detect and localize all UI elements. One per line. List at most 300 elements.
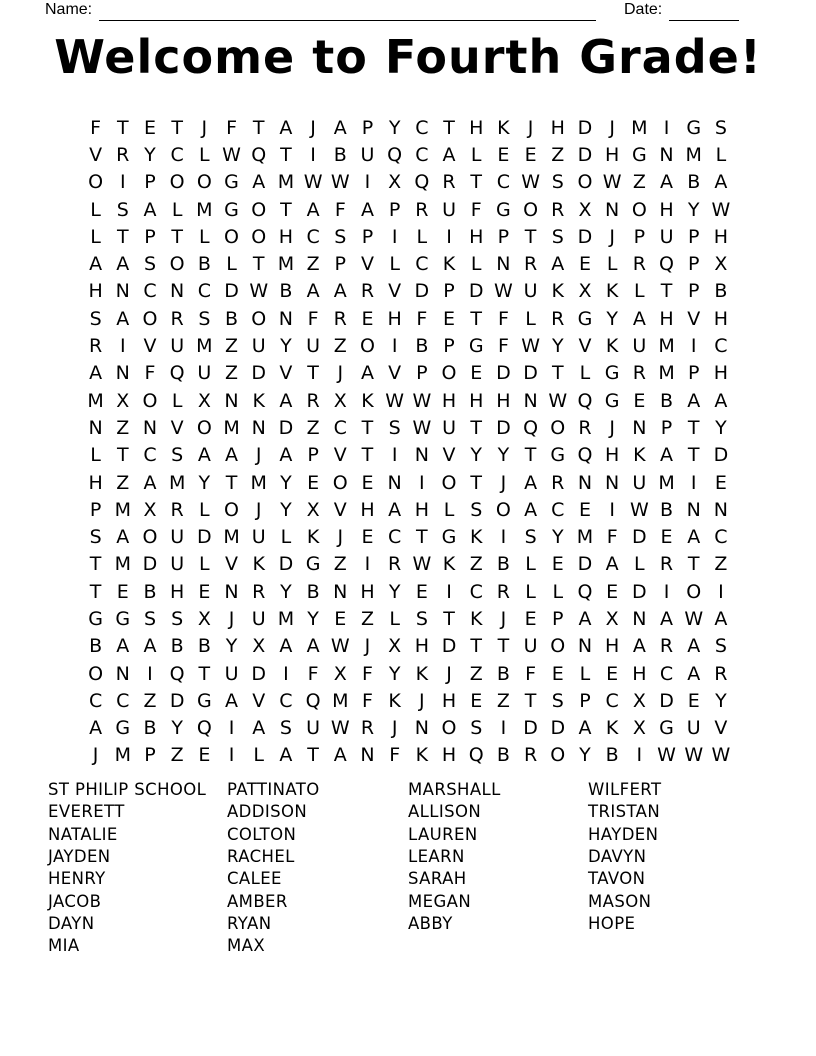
grid-letter: H (360, 580, 375, 603)
grid-letter: M (223, 416, 240, 439)
grid-letter: B (279, 280, 293, 303)
grid-letter: A (360, 362, 374, 385)
grid-letter: U (632, 335, 647, 358)
grid-letter: X (197, 607, 211, 630)
grid-letter: T (687, 416, 700, 439)
grid-letter: V (388, 362, 402, 385)
grid-letter: R (523, 253, 538, 276)
grid-letter: X (388, 171, 402, 194)
grid-letter: K (633, 444, 646, 467)
grid-letter: R (578, 416, 592, 439)
grid-letter: H (713, 225, 729, 248)
grid-letter: C (88, 689, 103, 712)
grid-letter: E (334, 607, 347, 630)
grid-letter: F (606, 526, 618, 549)
grid-letter: Z (496, 689, 510, 712)
grid-letter: J (446, 662, 452, 685)
grid-letter: E (524, 143, 537, 166)
grid-letter: Y (144, 143, 156, 166)
grid-letter: L (416, 225, 428, 248)
grid-letter: T (416, 526, 428, 549)
grid-letter: K (361, 389, 374, 412)
grid-letter: Y (579, 744, 591, 767)
grid-letter: N (387, 471, 402, 494)
grid-letter: A (89, 362, 103, 385)
grid-letter: T (307, 362, 319, 385)
grid-letter: U (306, 335, 321, 358)
grid-letter: M (196, 198, 213, 221)
grid-letter: R (88, 335, 103, 358)
word-list-item: MEGAN (408, 891, 472, 911)
grid-letter: Q (468, 744, 484, 767)
grid-letter: J (419, 689, 425, 712)
grid-letter: Y (551, 526, 564, 549)
grid-letter: H (441, 744, 457, 767)
grid-letter: J (500, 607, 507, 630)
word-list-item: DAVYN (588, 847, 647, 867)
grid-letter: W (602, 171, 622, 194)
grid-letter: T (443, 607, 455, 630)
grid-letter: T (470, 307, 483, 330)
grid-letter: A (252, 171, 266, 194)
grid-letter: Y (280, 498, 292, 521)
grid-letter: P (497, 225, 510, 248)
grid-letter: R (632, 362, 646, 385)
grid-letter: C (415, 143, 429, 166)
grid-letter: L (579, 362, 591, 385)
word-search-grid (82, 114, 735, 769)
grid-letter: T (171, 225, 183, 248)
grid-letter: R (632, 253, 646, 276)
grid-letter: C (605, 689, 619, 712)
grid-letter: C (496, 171, 511, 194)
grid-letter: S (524, 526, 537, 549)
grid-letter: U (442, 198, 456, 221)
grid-letter: A (524, 498, 538, 521)
grid-letter: C (714, 335, 728, 358)
grid-letter: U (170, 335, 185, 358)
grid-letter: T (198, 662, 211, 685)
grid-letter: Z (170, 744, 184, 767)
grid-letter: R (442, 171, 456, 194)
grid-letter: K (469, 526, 483, 549)
grid-letter: G (88, 607, 103, 630)
grid-letter: M (658, 335, 675, 358)
grid-letter: Q (523, 416, 539, 439)
grid-letter: V (252, 689, 266, 712)
grid-letter: U (686, 717, 701, 740)
name-blank-line (99, 4, 596, 21)
grid-letter: F (497, 335, 509, 358)
word-list-item: TRISTAN (588, 802, 661, 822)
grid-letter: R (306, 389, 320, 412)
grid-letter: I (228, 744, 235, 767)
grid-letter: H (550, 116, 565, 139)
grid-letter: W (657, 744, 676, 767)
grid-letter: Q (577, 389, 593, 412)
grid-letter: G (224, 198, 239, 221)
grid-letter: K (605, 280, 619, 303)
grid-letter: A (524, 471, 538, 494)
grid-letter: H (496, 389, 511, 412)
grid-letter: D (169, 689, 185, 712)
grid-letter: U (306, 717, 321, 740)
grid-letter: F (362, 689, 373, 712)
grid-letter: A (252, 717, 266, 740)
grid-letter: D (577, 116, 593, 139)
grid-letter: I (500, 717, 507, 740)
grid-letter: O (251, 198, 267, 221)
grid-letter: Q (169, 662, 185, 685)
grid-letter: X (197, 389, 211, 412)
grid-letter: H (441, 689, 457, 712)
grid-letter: X (333, 662, 347, 685)
grid-letter: Y (280, 335, 292, 358)
grid-letter: B (687, 171, 701, 194)
word-list-item: LEARN (408, 847, 465, 867)
grid-letter: L (470, 143, 482, 166)
grid-letter: B (714, 280, 728, 303)
grid-letter: A (333, 744, 347, 767)
grid-letter: Y (687, 198, 700, 221)
grid-letter: Q (577, 444, 593, 467)
grid-letter: F (307, 662, 319, 685)
grid-letter: M (114, 498, 131, 521)
grid-letter: S (714, 635, 727, 658)
grid-letter: U (170, 553, 185, 576)
grid-letter: K (605, 335, 619, 358)
grid-letter: Z (360, 607, 374, 630)
grid-letter: T (470, 416, 483, 439)
grid-letter: E (660, 526, 673, 549)
grid-letter: X (143, 498, 157, 521)
grid-letter: D (632, 526, 647, 549)
grid-letter: U (632, 471, 647, 494)
grid-letter: S (470, 717, 483, 740)
grid-letter: E (687, 689, 700, 712)
grid-letter: Y (388, 116, 401, 139)
grid-letter: B (143, 717, 157, 740)
grid-letter: W (684, 744, 704, 767)
grid-letter: V (360, 253, 374, 276)
grid-letter: H (659, 307, 674, 330)
grid-letter: L (226, 253, 237, 276)
grid-letter: X (578, 280, 592, 303)
grid-letter: O (169, 171, 185, 194)
grid-letter: S (714, 116, 727, 139)
grid-letter: N (605, 198, 620, 221)
grid-letter: I (446, 580, 452, 603)
grid-letter: P (334, 253, 347, 276)
grid-letter: B (496, 662, 510, 685)
grid-letter: O (142, 526, 158, 549)
grid-letter: I (690, 471, 697, 494)
grid-letter: S (415, 607, 428, 630)
grid-letter: F (470, 198, 482, 221)
grid-letter: R (415, 198, 429, 221)
grid-letter: S (89, 526, 102, 549)
grid-letter: M (277, 253, 295, 276)
grid-letter: R (551, 198, 565, 221)
grid-letter: T (89, 553, 102, 576)
grid-letter: C (197, 280, 211, 303)
grid-letter: Y (307, 607, 319, 630)
grid-letter: X (632, 717, 646, 740)
grid-letter: A (116, 526, 130, 549)
grid-letter: W (684, 607, 704, 630)
grid-letter: P (443, 335, 455, 358)
grid-letter: A (687, 389, 701, 412)
grid-letter: B (306, 580, 320, 603)
grid-letter: P (144, 225, 156, 248)
grid-letter: F (144, 362, 156, 385)
grid-letter: I (718, 580, 724, 603)
grid-letter: O (196, 171, 212, 194)
grid-letter: A (143, 198, 157, 221)
grid-letter: Z (306, 416, 320, 439)
grid-letter: I (391, 335, 398, 358)
grid-letter: E (606, 662, 619, 685)
grid-letter: X (632, 689, 646, 712)
grid-letter: Z (116, 471, 130, 494)
grid-letter: V (333, 498, 347, 521)
grid-letter: A (279, 444, 293, 467)
grid-letter: G (305, 553, 321, 576)
grid-letter: I (419, 471, 425, 494)
grid-letter: A (687, 526, 701, 549)
grid-letter: D (523, 717, 538, 740)
grid-letter: S (470, 498, 483, 521)
grid-letter: F (307, 307, 319, 330)
grid-letter: V (279, 362, 293, 385)
grid-letter: Q (659, 253, 675, 276)
grid-letter: A (687, 635, 701, 658)
grid-letter: Y (198, 471, 211, 494)
grid-letter: Y (225, 635, 238, 658)
grid-letter: V (225, 553, 239, 576)
grid-letter: T (89, 580, 102, 603)
grid-letter: N (142, 416, 158, 439)
name-label: Name: (45, 1, 93, 18)
grid-letter: K (415, 744, 429, 767)
grid-letter: P (144, 171, 156, 194)
grid-letter: F (389, 744, 401, 767)
grid-letter: N (577, 471, 593, 494)
grid-letter: A (714, 607, 728, 630)
grid-letter: V (170, 416, 184, 439)
grid-letter: E (198, 580, 211, 603)
grid-letter: H (414, 635, 429, 658)
word-list-item: HAYDEN (588, 824, 659, 844)
grid-letter: W (249, 280, 269, 303)
grid-letter: B (197, 635, 211, 658)
grid-letter: C (306, 225, 320, 248)
grid-letter: V (89, 143, 103, 166)
grid-letter: K (252, 389, 265, 412)
grid-letter: N (360, 744, 375, 767)
grid-letter: D (523, 362, 538, 385)
word-list-item: MASON (588, 891, 652, 911)
word-list-item: RYAN (227, 914, 272, 934)
grid-letter: S (334, 225, 347, 248)
grid-letter: L (253, 744, 265, 767)
grid-letter: D (632, 580, 647, 603)
grid-letter: H (278, 225, 294, 248)
grid-letter: T (361, 444, 374, 467)
grid-letter: C (415, 253, 429, 276)
grid-letter: P (579, 689, 591, 712)
grid-letter: N (115, 362, 130, 385)
grid-letter: J (609, 116, 615, 139)
grid-letter: I (283, 662, 289, 685)
grid-letter: L (389, 607, 400, 630)
grid-letter: O (441, 362, 457, 385)
grid-letter: R (659, 553, 674, 576)
grid-letter: N (333, 580, 348, 603)
grid-letter: G (604, 362, 620, 385)
grid-letter: L (525, 580, 536, 603)
grid-letter: M (277, 607, 295, 630)
grid-letter: C (714, 526, 728, 549)
grid-letter: B (496, 553, 510, 576)
grid-letter: N (115, 662, 130, 685)
grid-letter: A (714, 171, 728, 194)
grid-letter: J (500, 471, 507, 494)
grid-letter: U (659, 225, 674, 248)
grid-letter: O (224, 225, 240, 248)
grid-letter: M (277, 171, 295, 194)
grid-letter: D (278, 553, 294, 576)
grid-letter: Q (251, 143, 267, 166)
grid-letter: X (333, 389, 347, 412)
grid-letter: K (442, 553, 456, 576)
grid-letter: R (333, 307, 347, 330)
grid-letter: N (278, 307, 294, 330)
grid-letter: E (307, 471, 320, 494)
page-title: Welcome to Fourth Grade! (54, 30, 762, 84)
grid-letter: D (577, 143, 593, 166)
grid-letter: Y (280, 580, 292, 603)
grid-letter: N (659, 143, 674, 166)
grid-letter: C (388, 526, 402, 549)
date-blank-line (669, 4, 739, 21)
grid-letter: P (660, 416, 673, 439)
grid-letter: I (391, 225, 398, 248)
grid-letter: K (551, 280, 565, 303)
grid-letter: L (199, 553, 210, 576)
grid-letter: I (391, 444, 398, 467)
grid-letter: G (115, 717, 131, 740)
grid-letter: Z (469, 662, 483, 685)
grid-letter: N (224, 389, 239, 412)
grid-letter: T (687, 553, 700, 576)
grid-letter: O (196, 416, 212, 439)
grid-letter: W (330, 635, 350, 658)
grid-letter: C (143, 280, 157, 303)
grid-letter: S (551, 171, 564, 194)
grid-letter: Y (497, 444, 510, 467)
grid-letter: E (497, 143, 510, 166)
grid-letter: P (687, 225, 700, 248)
grid-letter: J (255, 498, 262, 521)
grid-letter: H (469, 389, 484, 412)
grid-letter: N (170, 280, 185, 303)
grid-letter: W (494, 280, 513, 303)
grid-letter: N (686, 498, 701, 521)
grid-letter: K (497, 116, 510, 139)
word-list-item: TAVON (588, 869, 646, 889)
grid-letter: J (201, 116, 208, 139)
grid-letter: I (663, 116, 670, 139)
grid-letter: A (279, 635, 293, 658)
grid-letter: N (605, 471, 620, 494)
grid-letter: R (659, 635, 674, 658)
grid-letter: G (115, 607, 131, 630)
grid-letter: G (441, 526, 457, 549)
grid-letter: Y (715, 689, 727, 712)
word-list-item: COLTON (227, 824, 297, 844)
grid-letter: E (470, 689, 483, 712)
grid-letter: M (196, 335, 213, 358)
grid-letter: W (303, 171, 323, 194)
grid-letter: A (197, 444, 211, 467)
grid-letter: P (687, 253, 700, 276)
grid-letter: I (364, 553, 371, 576)
date-label: Date: (624, 1, 663, 18)
grid-letter: K (306, 526, 320, 549)
grid-letter: M (631, 116, 648, 139)
grid-letter: B (197, 253, 211, 276)
grid-letter: U (251, 335, 266, 358)
grid-letter: P (388, 198, 401, 221)
grid-letter: B (170, 635, 184, 658)
grid-letter: D (550, 717, 566, 740)
grid-letter: K (469, 607, 483, 630)
word-list-item: ADDISON (227, 802, 308, 822)
grid-letter: T (280, 198, 292, 221)
grid-letter: E (361, 307, 374, 330)
grid-letter: O (142, 389, 158, 412)
grid-letter: J (228, 607, 235, 630)
grid-letter: L (199, 498, 210, 521)
grid-letter: O (441, 717, 457, 740)
grid-letter: O (88, 662, 104, 685)
grid-letter: T (687, 444, 700, 467)
grid-letter: W (521, 171, 540, 194)
grid-letter: J (609, 416, 615, 439)
grid-letter: A (632, 635, 646, 658)
grid-letter: Y (171, 717, 183, 740)
grid-letter: Z (306, 253, 320, 276)
grid-letter: A (333, 280, 347, 303)
grid-letter: O (224, 498, 240, 521)
word-list-item: SARAH (408, 869, 467, 889)
grid-letter: K (605, 717, 619, 740)
grid-letter: N (496, 253, 511, 276)
grid-letter: S (279, 717, 292, 740)
grid-letter: T (470, 171, 483, 194)
grid-letter: R (388, 553, 402, 576)
grid-letter: H (713, 362, 729, 385)
grid-letter: O (251, 225, 267, 248)
grid-letter: J (609, 225, 615, 248)
grid-letter: C (279, 689, 293, 712)
grid-letter: L (552, 580, 564, 603)
grid-letter: T (116, 225, 129, 248)
grid-letter: R (551, 471, 565, 494)
grid-letter: S (89, 307, 102, 330)
grid-letter: M (87, 389, 104, 412)
